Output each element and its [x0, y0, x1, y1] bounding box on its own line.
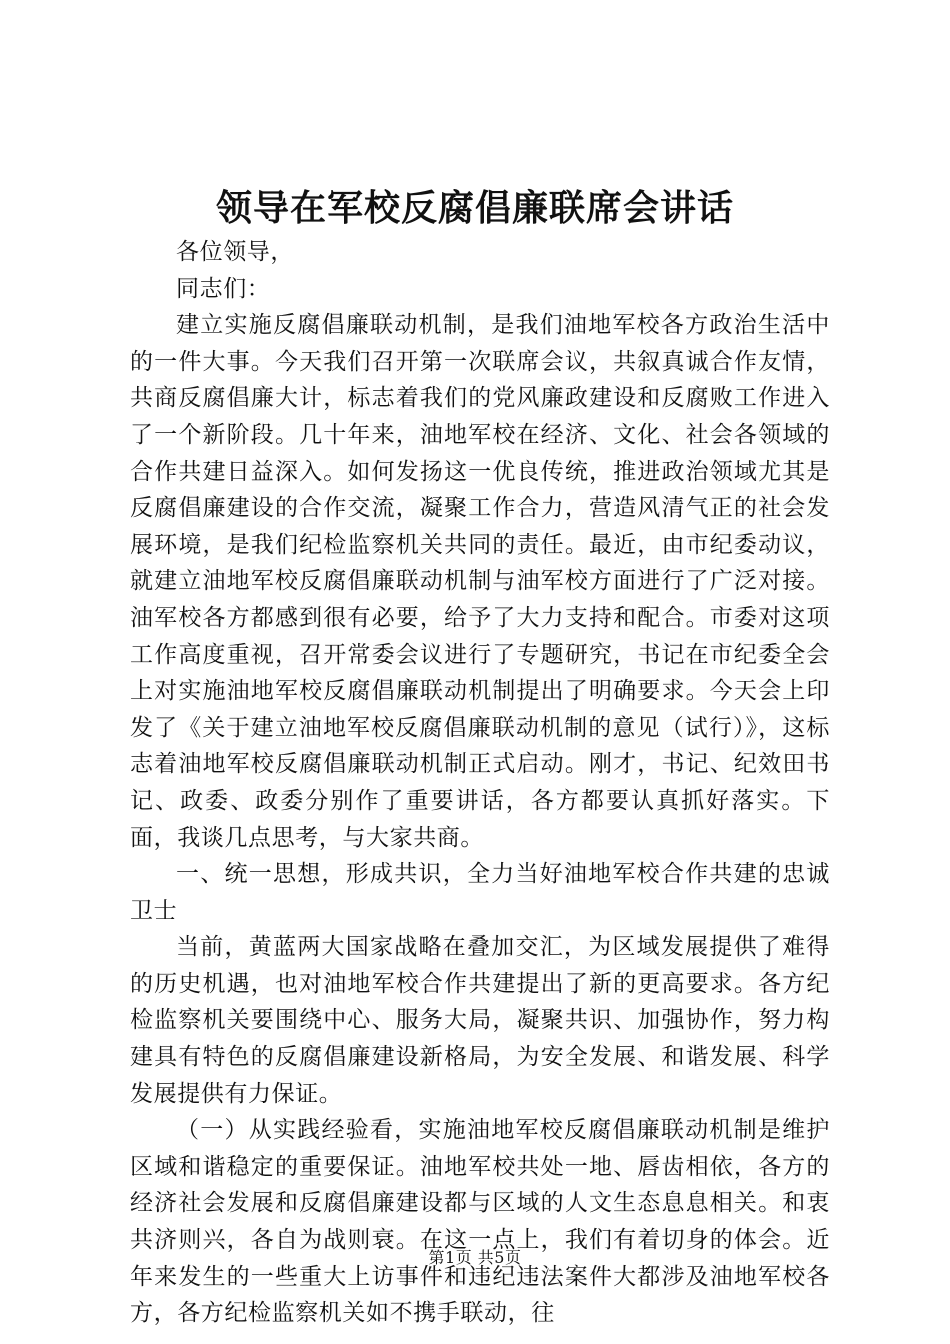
section-heading-1: 一、统一思想，形成共识，全力当好油地军校合作共建的忠诚卫士	[130, 861, 830, 924]
document-title: 领导在军校反腐倡廉联席会讲话	[215, 187, 734, 229]
paragraph-current-situation: 当前，黄蓝两大国家战略在叠加交汇，为区域发展提供了难得的历史机遇，也对油地军校合作共建提出了新的更高要求。各方纪检监察机关要围绕中心、服务大局，凝聚共识、加强协作，努力构建具有特色的反腐倡廉建设新格局，为安全发展、和谐发展、科学发展提供有力保证。	[130, 934, 830, 1107]
page-footer: 第1页 共5页	[428, 1248, 522, 1267]
document-body	[130, 234, 830, 1332]
paragraph-subsection-1: （一）从实践经验看，实施油地军校反腐倡廉联动机制是维护区域和谐稳定的重要保证。油地军校共处一地、唇齿相依，各方的经济社会发展和反腐倡廉建设都与区域的人文生态息息相关。和衷共济则兴，各自为战则衰。在这一点上，我们有着切身的体会。近年来发生的一些重大上访事件和违纪违法案件大都涉及油地军校各方，各方纪检监察机关如不携手联动，往	[130, 1117, 830, 1327]
salutation-comrades: 同志们：	[176, 275, 271, 302]
salutation-leaders: 各位领导，	[176, 239, 294, 265]
paragraph-intro: 建立实施反腐倡廉联动机制，是我们油地军校各方政治生活中的一件大事。今天我们召开第一次联席会议，共叙真诚合作友情，共商反腐倡廉大计，标志着我们的党风廉政建设和反腐败工作进入了一个新阶段。几十年来，油地军校在经济、文化、社会各领域的合作共建日益深入。如何发扬这一优良传统，推进政治领域尤其是反腐倡廉建设的合作交流，凝聚工作合力，营造风清气正的社会发展环境，是我们纪检监察机关共同的责任。最近，由市纪委动议，就建立油地军校反腐倡廉联动机制与油军校方面进行了广泛对接。油军校各方都感到很有必要，给予了大力支持和配合。市委对这项工作高度重视，召开常委会议进行了专题研究，书记在市纪委全会上对实施油地军校反腐倡廉联动机制提出了明确要求。今天会上印发了《关于建立油地军校反腐倡廉联动机制的意见（试行）》，这标志着油地军校反腐倡廉联动机制正式启动。刚才，书记、纪效田书记、政委、政委分别作了重要讲话，各方都要认真抓好落实。下面，我谈几点思考，与大家共商。	[130, 312, 830, 851]
